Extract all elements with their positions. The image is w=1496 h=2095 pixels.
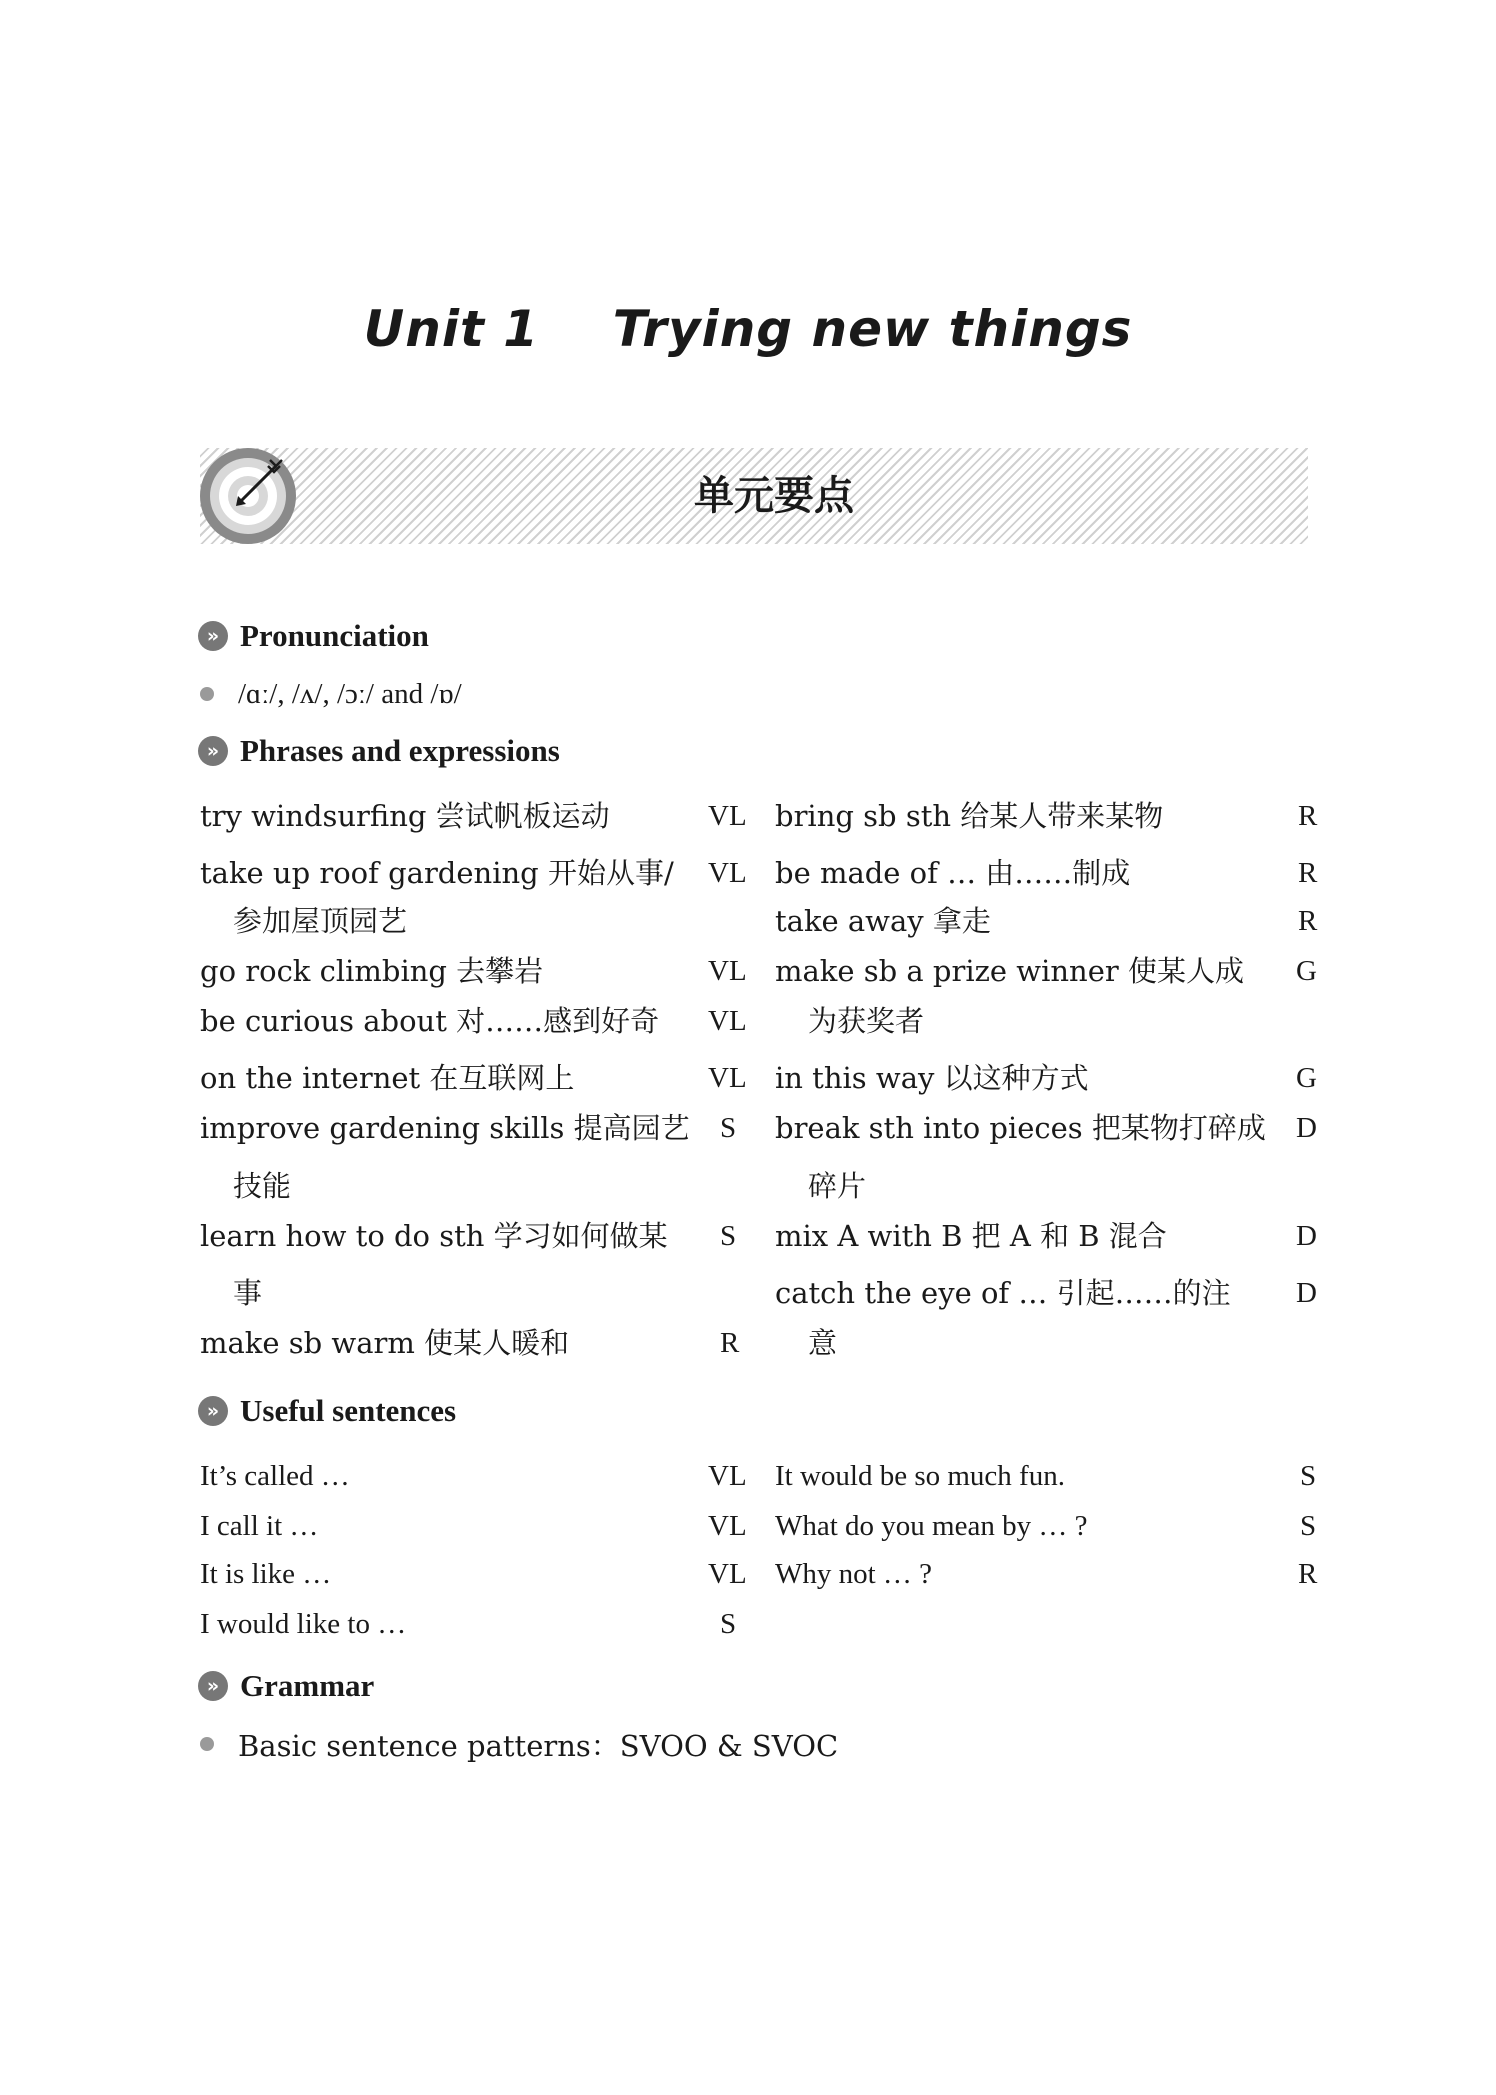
phrase-tag: VL bbox=[708, 955, 747, 987]
sentence-tag: VL bbox=[708, 1558, 747, 1590]
pronunciation-heading-label: Pronunciation bbox=[240, 618, 429, 653]
double-chevron-icon: » bbox=[198, 736, 228, 766]
phrases-heading-label: Phrases and expressions bbox=[240, 733, 560, 768]
sentence-item: I call it … bbox=[200, 1510, 319, 1542]
phrase-item: mix A with B 把 A 和 B 混合 bbox=[775, 1219, 1167, 1253]
phrase-item: improve gardening skills 提高园艺 bbox=[200, 1111, 690, 1145]
double-chevron-icon: » bbox=[198, 1396, 228, 1426]
phrase-item: be curious about 对……感到好奇 bbox=[200, 1004, 660, 1038]
phrase-tag: VL bbox=[708, 1062, 747, 1094]
sentence-item: It is like … bbox=[200, 1558, 332, 1590]
pronunciation-bullet bbox=[200, 674, 462, 714]
phrase-item: on the internet 在互联网上 bbox=[200, 1061, 575, 1095]
phrase-item-continuation: 技能 bbox=[233, 1169, 292, 1203]
phrase-tag: S bbox=[720, 1112, 737, 1144]
phrase-tag: D bbox=[1296, 1112, 1317, 1144]
phrase-item: take away 拿走 bbox=[775, 904, 991, 938]
phrase-item: go rock climbing 去攀岩 bbox=[200, 954, 544, 988]
phrase-tag: R bbox=[1298, 800, 1318, 832]
phrases-heading bbox=[198, 731, 560, 771]
grammar-text: Basic sentence patterns：SVOO & SVOC bbox=[238, 1728, 839, 1763]
sentences-heading-label: Useful sentences bbox=[240, 1393, 457, 1428]
sentence-tag: R bbox=[1298, 1558, 1318, 1590]
phrase-tag: VL bbox=[708, 1005, 747, 1037]
sentence-item: It would be so much fun. bbox=[775, 1460, 1065, 1492]
bullet-dot bbox=[200, 1737, 214, 1751]
phrase-item-continuation: 事 bbox=[233, 1276, 263, 1310]
double-chevron-icon: » bbox=[198, 621, 228, 651]
double-chevron-icon: » bbox=[198, 1671, 228, 1701]
phrase-tag: VL bbox=[708, 800, 747, 832]
phrase-tag: R bbox=[1298, 905, 1318, 937]
phrase-item: learn how to do sth 学习如何做某 bbox=[200, 1219, 668, 1253]
phrase-item-continuation: 参加屋顶园艺 bbox=[233, 904, 408, 938]
sentence-tag: VL bbox=[708, 1510, 747, 1542]
target-arrow-icon bbox=[198, 446, 298, 546]
sentence-tag: S bbox=[720, 1608, 737, 1640]
sentence-tag: S bbox=[1300, 1460, 1317, 1492]
phrase-tag: R bbox=[720, 1327, 740, 1359]
phrase-item: break sth into pieces 把某物打碎成 bbox=[775, 1111, 1266, 1145]
phrase-tag: G bbox=[1296, 955, 1317, 987]
sentence-item: Why not … ? bbox=[775, 1558, 933, 1590]
phrase-tag: VL bbox=[708, 857, 747, 889]
phrase-item: try windsurfing 尝试帆板运动 bbox=[200, 799, 610, 833]
phrase-tag: G bbox=[1296, 1062, 1317, 1094]
sentences-heading bbox=[198, 1391, 456, 1431]
phrase-item-continuation: 为获奖者 bbox=[808, 1004, 925, 1038]
grammar-bullet bbox=[200, 1724, 838, 1764]
phrase-item: in this way 以这种方式 bbox=[775, 1061, 1089, 1095]
phrase-tag: R bbox=[1298, 857, 1318, 889]
phrase-item: take up roof gardening 开始从事/ bbox=[200, 856, 674, 890]
grammar-heading bbox=[198, 1666, 374, 1706]
banner-title: 单元要点 bbox=[694, 472, 854, 519]
phrase-tag: D bbox=[1296, 1220, 1317, 1252]
phrase-item: be made of … 由……制成 bbox=[775, 856, 1131, 890]
phrase-item: bring sb sth 给某人带来某物 bbox=[775, 799, 1164, 833]
pronunciation-heading bbox=[198, 616, 429, 656]
grammar-heading-label: Grammar bbox=[240, 1668, 375, 1703]
sentence-item: What do you mean by … ? bbox=[775, 1510, 1088, 1542]
phrase-item: make sb warm 使某人暖和 bbox=[200, 1326, 570, 1360]
phrase-tag: S bbox=[720, 1220, 737, 1252]
phrase-tag: D bbox=[1296, 1277, 1317, 1309]
sentence-item: I would like to … bbox=[200, 1608, 407, 1640]
pronunciation-text: /ɑː/, /ʌ/, /ɔː/ and /ɒ/ bbox=[238, 677, 462, 710]
phrase-item-continuation: 意 bbox=[808, 1326, 838, 1360]
bullet-dot bbox=[200, 687, 214, 701]
sentence-tag: VL bbox=[708, 1460, 747, 1492]
sentence-item: It’s called … bbox=[200, 1460, 350, 1492]
phrase-item: catch the eye of … 引起……的注 bbox=[775, 1276, 1231, 1310]
phrase-item: make sb a prize winner 使某人成 bbox=[775, 954, 1244, 988]
sentence-tag: S bbox=[1300, 1510, 1317, 1542]
section-banner bbox=[200, 448, 1308, 544]
phrase-item-continuation: 碎片 bbox=[808, 1169, 867, 1203]
unit-title: Unit 1 Trying new things bbox=[363, 300, 1133, 358]
